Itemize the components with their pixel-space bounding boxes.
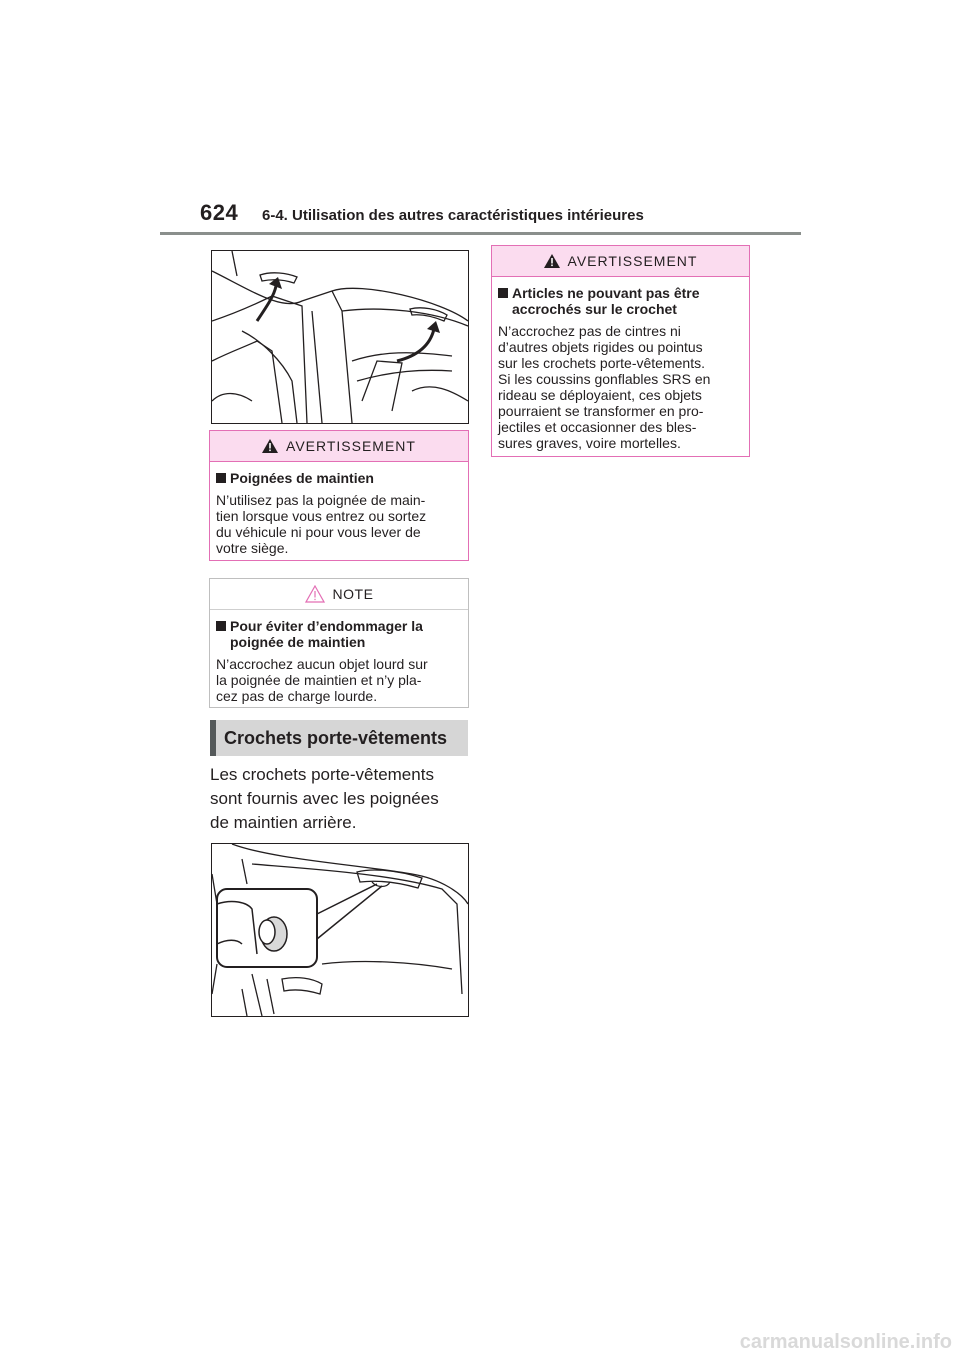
coat-hooks-paragraph: Les crochets porte-vêtements sont fournis avec les poignées de maintien arrière.: [210, 765, 439, 832]
warning-label: AVERTISSEMENT: [567, 253, 698, 269]
header-rule: [160, 232, 801, 235]
warning-box-header: [492, 246, 749, 277]
note-item-body: N’accrochez aucun objet lourd sur la poignée de maintien et n’y pla- cez pas de charge lourde.: [216, 656, 428, 704]
warning-triangle-icon: [262, 439, 278, 453]
warning-item-body: N’utilisez pas la poignée de main- tien lorsque vous entrez ou sortez du véhicule ni pour vous lever de votre siège.: [216, 492, 427, 556]
page-number: 624: [200, 200, 239, 225]
bullet-square-icon: [498, 288, 508, 298]
section-band-coat-hooks: Crochets porte-vêtements: [210, 720, 468, 756]
note-box-header: [210, 579, 468, 610]
bullet-square-icon: [216, 621, 226, 631]
caution-triangle-icon: [305, 585, 325, 603]
note-item-heading: Pour éviter d’endommager la poignée de maintien: [216, 618, 462, 650]
warning-box-coat-hooks: [491, 245, 750, 457]
warning-item-heading: Poignées de maintien: [216, 470, 462, 486]
coat-hook-drawing: [212, 844, 468, 1016]
warning-label: AVERTISSEMENT: [286, 438, 416, 454]
warning-box-assist-grips: [209, 430, 469, 561]
note-box-assist-grips: [209, 578, 469, 708]
warning-box-header: [210, 431, 468, 462]
watermark: carmanualsonline.info: [739, 1331, 952, 1353]
warning-triangle-icon: [544, 254, 560, 268]
warning-item-body: N’accrochez pas de cintres ni d’autres objets rigides ou pointus sur les crochets porte-vêtements. Si les coussins gonflables SRS en rideau se déployaient, ces objets pourraient se transformer en pro- jectiles et occasionner des bles- sures graves, voire mortelles.: [498, 323, 711, 451]
note-label: NOTE: [332, 586, 374, 602]
bullet-square-icon: [216, 473, 226, 483]
section-title: 6-4. Utilisation des autres caractéristiques intérieures: [262, 207, 644, 224]
assist-grips-illustration: [211, 250, 469, 424]
warning-item-heading: Articles ne pouvant pas être accrochés sur le crochet: [498, 285, 743, 317]
assist-grips-drawing: [212, 251, 468, 423]
coat-hook-illustration: [211, 843, 469, 1017]
